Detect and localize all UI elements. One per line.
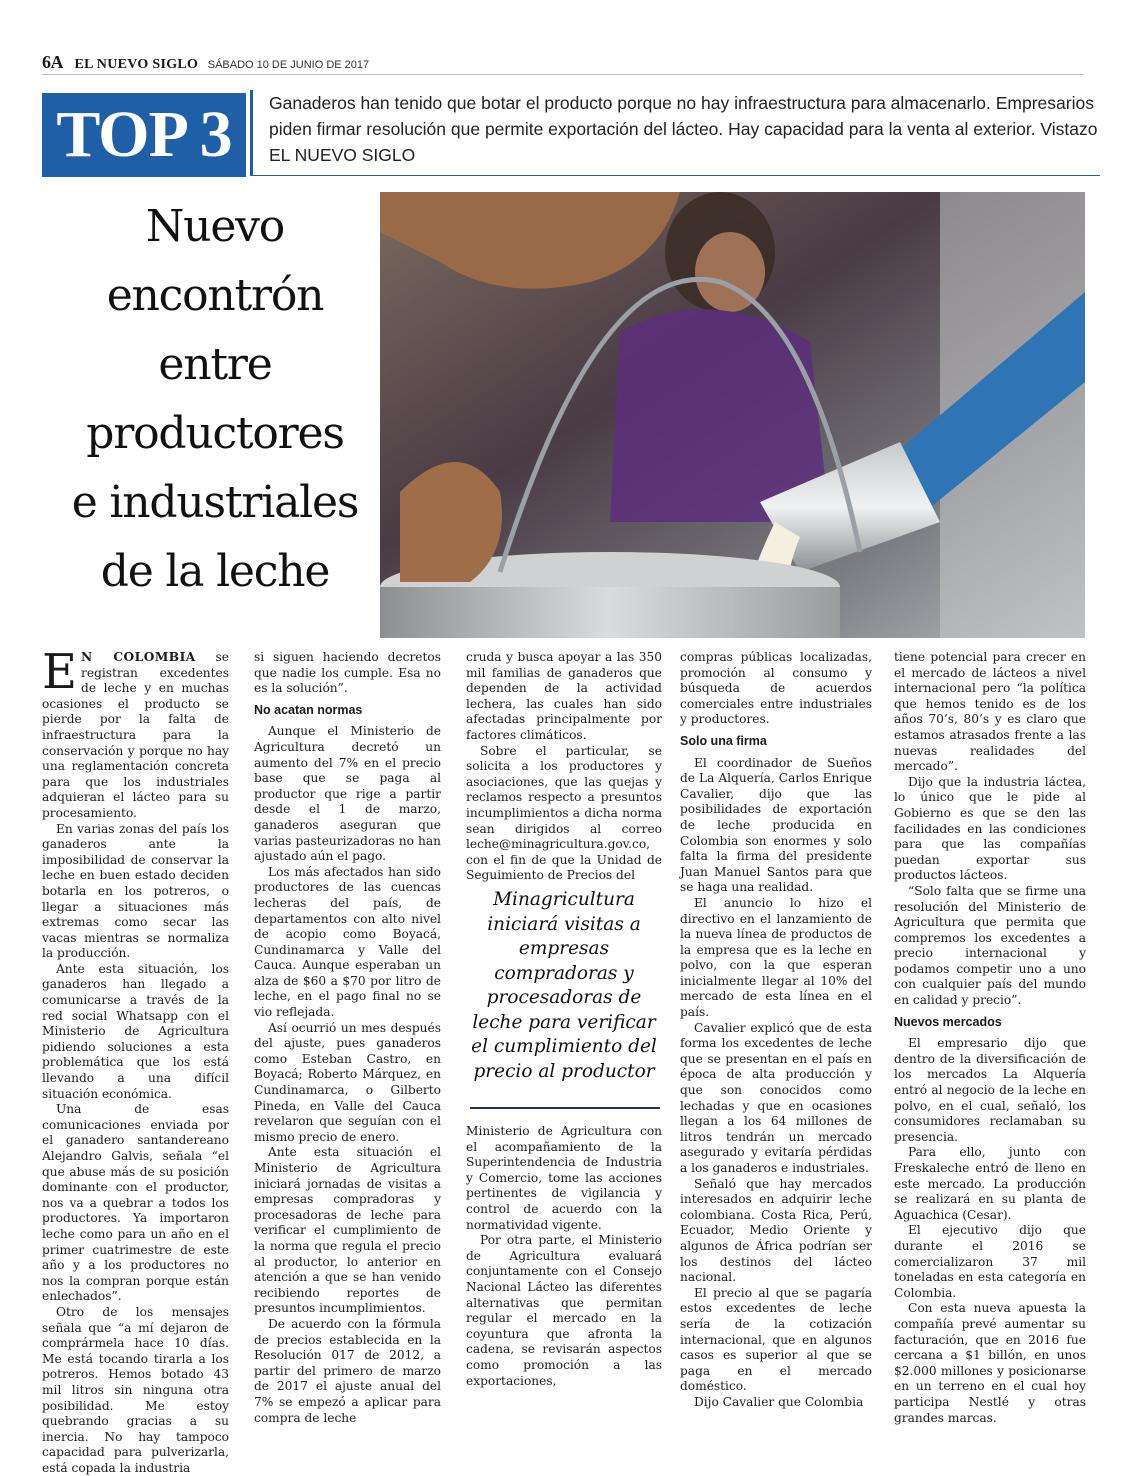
- headline-line: e industriales: [71, 477, 359, 528]
- paragraph: Ante esta situación el Ministerio de Agricultura iniciará jornadas de visitas a empresas compradoras y procesadoras de leche para verificar el cumplimiento de la norma que regula el precio al productor, lo anterior en atención a que se han venido recibiendo reportes de presuntos incumplimientos.: [254, 1145, 441, 1316]
- publication-name: EL NUEVO SIGLO: [74, 57, 199, 72]
- subheading: Nuevos mercados: [894, 1014, 1002, 1029]
- paragraph: Por otra parte, el Ministerio de Agricultura evaluará conjuntamente con el Consejo Nacional Lácteo las diferentes alternativas que permitan regular el mercado en la coyuntura que afronta la cadena, se revisarán aspectos como promoción a las exportaciones,: [466, 1233, 662, 1388]
- paragraph: Sobre el particular, se solicita a los productores y asociaciones, que las quejas y reclamos respecto a presuntos incumplimientos a dicha norma sean dirigidos al correo leche@minagricultura.gov.co, con el fin de que la Unidad de Seguimiento de Precios del: [466, 743, 662, 883]
- paragraph: compras públicas localizadas, promoción al consumo y búsqueda de acuerdos comerciales entre industriales y productores.: [680, 650, 872, 727]
- article-deck: Ganaderos han tenido que botar el producto porque no hay infraestructura para almacenarlo. Empresarios piden firmar resolución que permite exportación del lácteo. Hay capacidad para la venta al exterior. Vistazo EL NUEVO SIGLO: [250, 90, 1100, 176]
- paragraph: tiene potencial para crecer en el mercado de lácteos a nivel internacional pero “la política que hemos tenido es de los años 70’s, 80’s y es claro que estamos atrasados frente a las nuevas realidades del mercado”.: [894, 650, 1086, 774]
- paragraph: cruda y busca apoyar a las 350 mil familias de ganaderos que dependen de la actividad lechera, las cuales han sido afectadas principalmente por factores climáticos.: [466, 650, 662, 742]
- paragraph: Dijo Cavalier que Colombia: [694, 1394, 864, 1409]
- paragraph: Aunque el Ministerio de Agricultura decretó un aumento del 7% en el precio base que se paga al productor que rige a partir desde el 1 de marzo, ganaderos aseguran que varias pasteurizadoras no han ajustado aún el pago.: [254, 724, 441, 864]
- paragraph: El precio al que se pagaría estos excedentes de leche sería de la cotización internacional, que en algunos casos es superior al que se paga en el mercado doméstico.: [680, 1285, 872, 1394]
- article-column-3-continued: [466, 1124, 662, 1389]
- article-column-5: [894, 650, 1086, 1426]
- headline: [30, 192, 400, 606]
- pull-quote: Minagricultura iniciará visitas a empresas compradoras y procesadoras de leche para verificar el cumplimiento del precio al productor: [471, 889, 657, 1082]
- page-header: [42, 52, 1084, 75]
- paragraph: Una de esas comunicaciones enviada por el ganadero santandereano Alejandro Galvis, señala “el que abuse más de su posición dominante con el productor, nos va a quebrar a todos los productores. Ya importaron leche como para un año en el primer cuatrimestre de este año y a los productores no nos la compran porque están enlechados”.: [42, 1102, 229, 1304]
- paragraph: [42, 644, 229, 822]
- paragraph: Ministerio de Agricultura con el acompañamiento de la Superintendencia de Industria y Comercio, tome las acciones pertinentes de vigilancia y control de acuerdo con la normatividad vigente.: [466, 1124, 662, 1232]
- paragraph: El coordinador de Sueños de La Alquería, Carlos Enrique Cavalier, dijo que las posibilidades de exportación de leche producida en Colombia son enormes y solo falta la firma del presidente Juan Manuel Santos para que se haga una realidad.: [680, 755, 872, 895]
- issue-date: SÁBADO 10 DE JUNIO DE 2017: [207, 59, 370, 71]
- paragraph: Señaló que hay mercados interesados en adquirir leche colombiana. Costa Rica, Perú, Ecuador, Medio Oriente y algunos de África podrían ser los destinos del lácteo nacional.: [680, 1176, 872, 1285]
- paragraph: Para ello, junto con Freskaleche entró de lleno en este mercado. La producción se realizará en su planta de Aguachica (Cesar).: [894, 1145, 1086, 1222]
- paragraph: Con esta nueva apuesta la compañía prevé aumentar su facturación, que en 2016 fue cercana a $1 billón, en unos $2.000 millones y posicionarse en un terreno en el cual hoy participa Nestlé y otras grandes marcas.: [894, 1301, 1086, 1425]
- paragraph: Cavalier explicó que de esta forma los excedentes de leche que se presentan en el país en época de alta producción y que son conocidos como lechadas y que en ocasiones llegan a los 64 millones de litros tendrán un mercado asegurado y evitaría pérdidas a los ganaderos e industriales.: [680, 1020, 872, 1175]
- paragraph: Los más afectados han sido productores de las cuencas lecheras del país, de departamentos con alto nivel de acopio como Boyacá, Cundinamarca y Valle del Cauca. Aunque esperaban un alza de $60 a $70 por litro de leche, en el pago final no se vio reflejada.: [254, 864, 441, 1020]
- lead-caps: N COLOMBIA: [81, 650, 196, 664]
- paragraph: El ejecutivo dijo que durante el 2016 se comercializaron 37 mil toneladas en esta categoría en Colombia.: [894, 1223, 1086, 1300]
- subheading: Solo una firma: [680, 733, 767, 748]
- headline-line: Nuevo: [145, 201, 285, 252]
- paragraph: “Solo falta que se firme una resolución del Ministerio de Agricultura que permita que compremos los excedentes a precio internacional y podamos competir uno a uno con cualquier país del mundo en calidad y precio”.: [894, 883, 1086, 1008]
- headline-line: encontrón: [106, 270, 324, 321]
- paragraph: Así ocurrió un mes después del ajuste, pues ganaderos como Esteban Castro, en Boyacá; Roberto Márquez, en Cundinamarca, o Gilberto Pineda, en Valle del Cauca revelaron que seguían con el mismo precio de enero.: [254, 1020, 441, 1144]
- paragraph: El empresario dijo que dentro de la diversificación de los mercados La Alquería entró al negocio de la leche en polvo, en el cual, señaló, los consumidores reclamaban su presencia.: [894, 1036, 1086, 1144]
- headline-line: de la leche: [100, 546, 330, 597]
- milk-pour-illustration: [380, 192, 1085, 638]
- paragraph: Ante esta situación, los ganaderos han llegado a comunicarse a través de la red social Whatsapp con el Ministerio de Agricultura pidiendo soluciones a esta problemática que los está llevando a una difícil situación económica.: [42, 961, 229, 1101]
- subheading: No acatan normas: [254, 702, 363, 717]
- article-column-1: [42, 644, 229, 1476]
- article-photo: [380, 192, 1085, 638]
- paragraph: El anuncio lo hizo el directivo en el lanzamiento de la nueva línea de productos de la empresa que es la leche en polvo, con la que esperan inicialmente llegar al 10% del mercado de esta línea en el país.: [680, 895, 872, 1020]
- pull-quote-rule: [470, 1107, 660, 1109]
- paragraph: En varias zonas del país los ganaderos ante la imposibilidad de conservar la leche en buen estado deciden botarla en los potreros, o llegar a situaciones más extremas como secar las vacas mientras se normaliza la producción.: [42, 821, 229, 961]
- section-badge: TOP 3: [42, 93, 246, 177]
- paragraph-text: se registran excedentes de leche y en muchas ocasiones el producto se pierde por la falta de infraestructura para la conservación y porque no hay una reglamentación concreta para que los industriales adquieran el lácteo para su procesamiento.: [42, 650, 229, 820]
- page-number: 6A: [42, 52, 63, 72]
- article-column-2: [254, 650, 441, 1426]
- article-column-3: [466, 650, 662, 884]
- article-column-4: [680, 650, 872, 1411]
- headline-line: entre: [158, 339, 272, 390]
- paragraph: Otro de los mensajes señala que “a mí dejaron de comprármela hace 10 días. Me está tocando tirarla a los potreros. Hemos botado 43 mil litros sin ninguna otra posibilidad. Me estoy quebrando gracias a su inercia. No hay tampoco capacidad para pulverizarla, está copada la industria: [42, 1304, 229, 1475]
- paragraph: De acuerdo con la fórmula de precios establecida en la Resolución 017 de 2012, a partir del primero de marzo de 2017 el ajuste anual del 7% se empezó a aplicar para compra de leche: [254, 1316, 441, 1425]
- paragraph: si siguen haciendo decretos que nadie los cumple. Esa no es la solución”.: [254, 650, 441, 696]
- drop-cap: E: [42, 644, 78, 700]
- paragraph: Dijo que la industria láctea, lo único que le pide al Gobierno es que se den las facilidades en las condiciones para que las compañías puedan exportar sus productos lácteos.: [894, 774, 1086, 883]
- headline-line: productores: [86, 408, 344, 459]
